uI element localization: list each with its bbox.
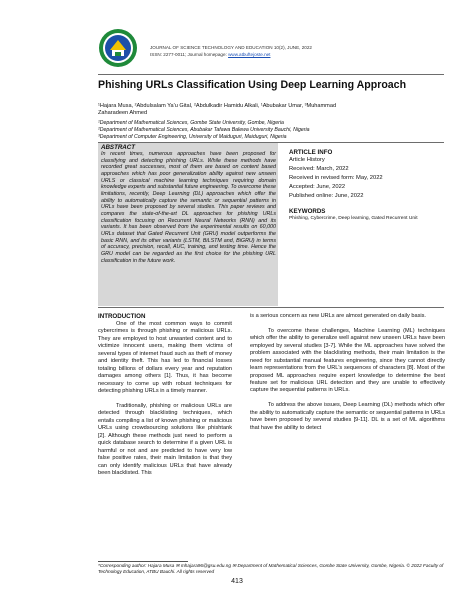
intro-paragraph: One of the most common ways to commit cybercrimes is through phishing or malicious URLs. They are employed to host unwanted content and to victimize innocent users, making them victims of several types of internet fraud such as theft of money and identity theft. This has led to financial losses totaling billions of dollars every year and reputation damages among others [1]. Thus, it has become necessary to come up with robust techniques for detecting phishing URLs in a timely manner. (98, 321, 232, 395)
abstract-heading: ABSTRACT (101, 144, 136, 151)
keywords-heading: KEYWORDS (289, 208, 326, 215)
intro-paragraph: Traditionally, phishing or malicious URLs are detected through blacklisting techniques, which entails compiling a list of known phishing or malicious URLs using crowdsourcing solutions like phishtank [2]. Although these methods just need to perform a quick database search to determine if a given URL is harmful or not and are predicted to have very low false positive rates, their main limitation is that they can only identify malicious URLs that have already been blacklisted. This (98, 402, 232, 476)
header-rule (98, 74, 444, 75)
intro-column-right (250, 313, 445, 432)
intro-column-left (98, 321, 232, 477)
page-number: 413 (231, 578, 243, 585)
article-info-heading: ARTICLE INFO (289, 149, 333, 156)
keywords-text: Phishing, Cybercrime, Deep learning, Gated Recurrent Unit (289, 216, 418, 221)
journal-homepage-link[interactable]: www.atbuftejoste.net (228, 52, 271, 57)
affiliation-1: ¹Department of Mathematical Sciences, Gombe State University, Gombe, Nigeria (98, 120, 284, 126)
published-date: Published online: June, 2022 (289, 193, 364, 199)
journal-issn: ISSN: 2277-0011; Journal homepage: www.atbuftejoste.net (150, 52, 271, 57)
received-date: Received: March, 2022 (289, 166, 349, 172)
journal-logo (98, 28, 138, 68)
paper-title: Phishing URLs Classification Using Deep Learning Approach (98, 79, 407, 91)
article-history: Article History (289, 157, 325, 163)
intro-paragraph: To overcome these challenges, Machine Learning (ML) techniques which offer the ability to generalize well against new unseen URLs have been employed by several studies [3-7]. While the ML approaches have solved the problem associated with the blacklisting methods, their main limitation is the need for substantial manual features engineering, since they cannot directly learn representations from the URL's sequences of characters [8]. Most of the proposed ML approaches require expert knowledge to determine the best feature set for malicious URL detection and they are unable to effectively capture the sequential patterns in URLs. (250, 327, 445, 394)
intro-paragraph: To address the above issues, Deep Learning (DL) methods which offer the ability to automatically capture the semantic or sequential patterns in URLs have been proposed by several studies [9-11]. DL is a set of ML algorithms that have the ability to detect (250, 402, 445, 431)
accepted-date: Accepted: June, 2022 (289, 184, 346, 190)
journal-citation: JOURNAL OF SCIENCE TECHNOLOGY AND EDUCATION 10(2), JUNE, 2022 (150, 45, 312, 50)
journal-header (150, 44, 390, 58)
intro-paragraph: is a serious concern as new URLs are almost generated on daily basis. (250, 313, 426, 319)
affiliations (98, 120, 444, 140)
footnote-rule (98, 561, 188, 562)
abstract-bottom-rule (98, 307, 444, 308)
abstract-text: In recent times, numerous approaches have been proposed for classifying and detecting phishing URLs. While these methods have recorded great successes, most of them are based on content based approaches which has poor generalization ability against new unseen URLS or classical machine learning techniques requiring domain knowledge experts and substantial future engineering. To overcome these limitations, recently, Deep Learning (DL) approaches which offer the ability to automatically capture the semantic or sequential patterns in URLs have been proposed by several studies. This paper reviews and compares the state-of-the-art DL approaches for phishing URLs classification focusing on Recurrent Neural Networks (RNN) and its variants. It has been observed from the experimental results on 60,000 URLs dataset that Gated Recurrent Unit (GRU) model outperforms the basic RNN, and its other variants (LSTM, BiLSTM and, BiGRU) in terms of accuracy, precision, recall, AUC, training, and testing time. Hence the GRU model can be regarded as the first choice for the phishing URL classification in the future work. (101, 151, 276, 264)
revised-date: Received in revised form: May, 2022 (289, 175, 383, 181)
corresponding-author-footnote: *Corresponding author: Hajara Musa ✉ mhajara96@gsu.edu.ng ✉ Department of Mathematical Sciences, Gombe State University, Gombe, Nigeria. © 2022 Faculty of Technology Education, ATBU Bauchi. All rights reserved (98, 563, 444, 575)
author-list: ¹Hajara Musa, ²Abdulsalam Ya'u Gital, ²Abdulkadir Hamidu Alkali, ¹Abubakar Umar, ³Muhammad Zaharadeen Ahmed (98, 103, 337, 117)
introduction-heading: INTRODUCTION (98, 313, 146, 320)
affiliation-3: ³Department of Computer Engineering, University of Maiduguri, Maiduguri, Nigeria (98, 133, 287, 140)
affiliation-2: ²Department of Mathematical Sciences, Abubakar Tafawa Balewa University Bauchi, Nigeria (98, 126, 310, 133)
